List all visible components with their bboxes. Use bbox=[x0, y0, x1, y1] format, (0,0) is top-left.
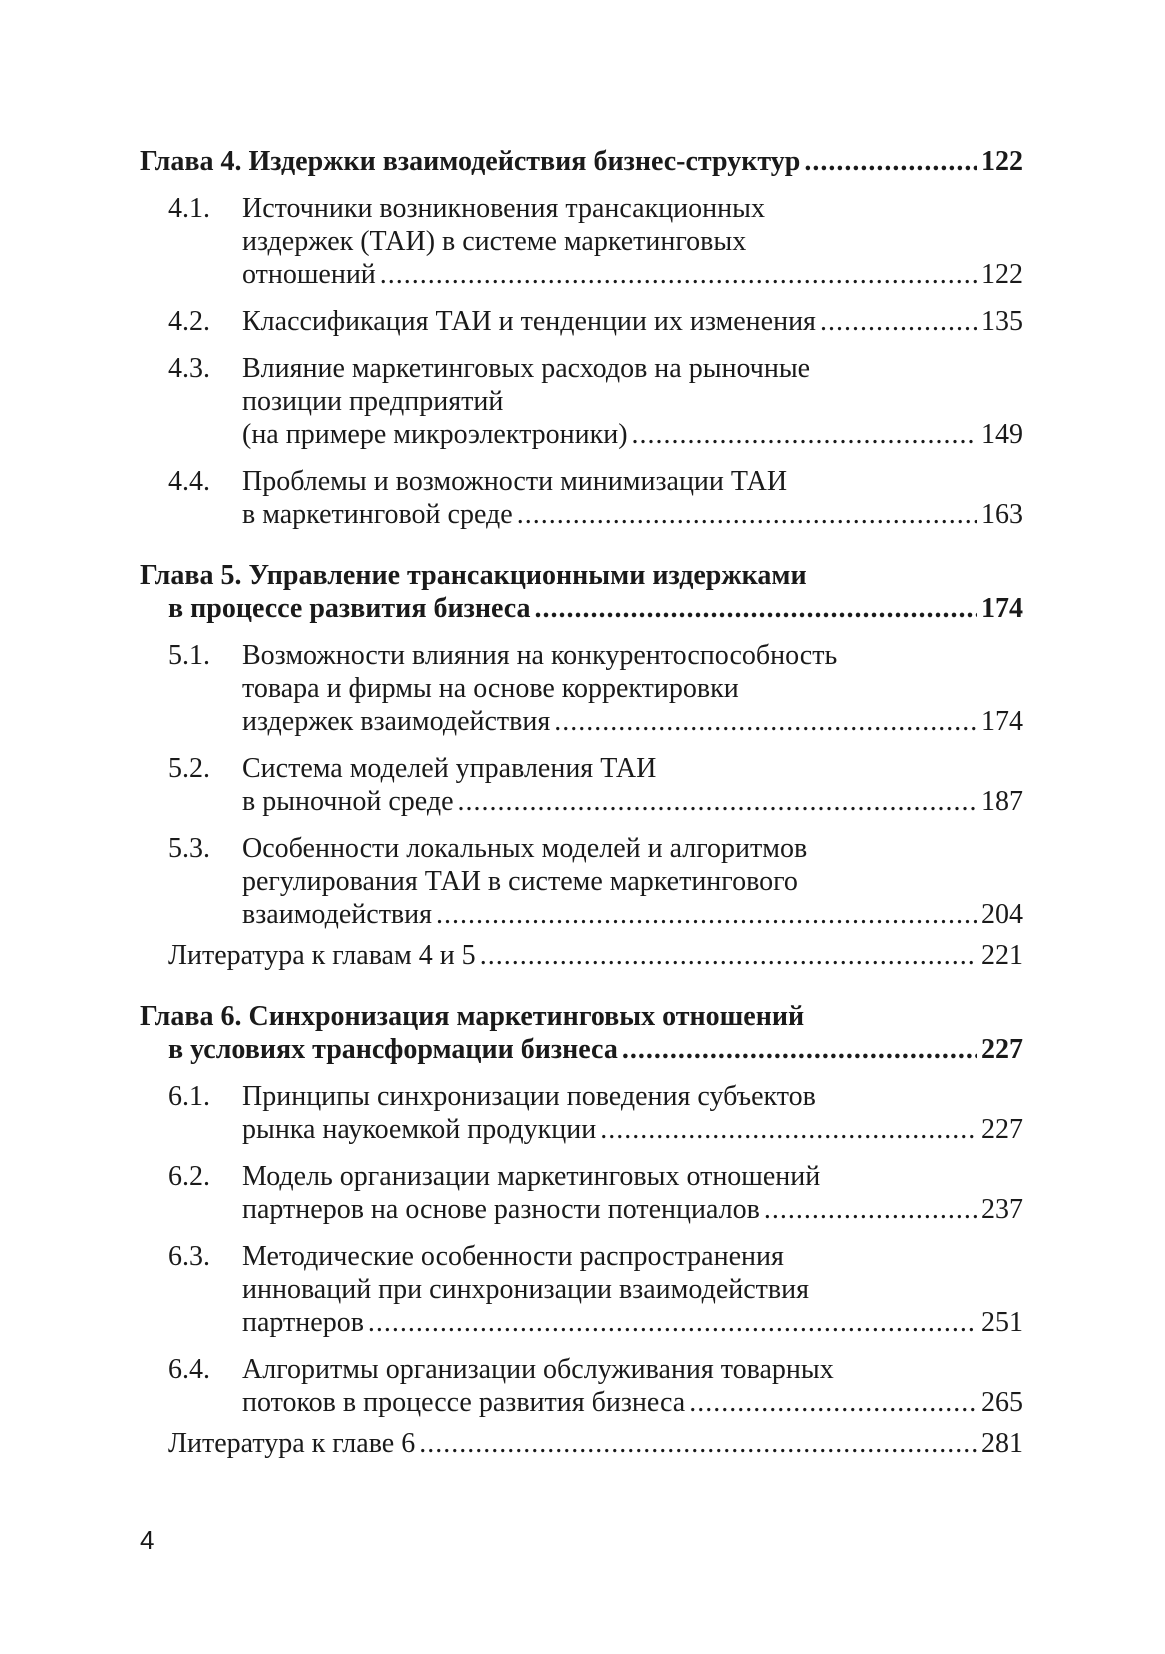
toc-title: позиции предприятий bbox=[242, 386, 504, 417]
toc-title: в процессе развития бизнеса bbox=[168, 593, 531, 624]
toc-title: Особенности локальных моделей и алгоритмов bbox=[242, 833, 808, 864]
toc-title: в маркетинговой среде bbox=[242, 499, 513, 530]
dot-leader bbox=[820, 305, 977, 338]
toc-chapter-4[interactable] bbox=[140, 145, 1023, 178]
toc-page-number: 187 bbox=[981, 786, 1023, 817]
dot-leader bbox=[622, 1033, 977, 1066]
toc-title: Проблемы и возможности минимизации ТАИ bbox=[242, 466, 788, 497]
toc-title: Глава 4. Издержки взаимодействия бизнес-структур bbox=[140, 146, 801, 177]
toc-title: Глава 5. Управление трансакционными издержками bbox=[140, 560, 807, 591]
toc-page-number: 122 bbox=[981, 259, 1023, 290]
dot-leader bbox=[632, 418, 977, 451]
toc-title: партнеров bbox=[242, 1307, 364, 1338]
toc-page-number: 149 bbox=[981, 419, 1023, 450]
toc-section-4-3[interactable] bbox=[140, 352, 1023, 451]
toc-page-number: 174 bbox=[981, 593, 1023, 624]
toc-section-4-4[interactable] bbox=[140, 465, 1023, 531]
toc-section-number: 4.4. bbox=[168, 466, 210, 497]
toc-title: Модель организации маркетинговых отношений bbox=[242, 1161, 821, 1192]
toc-page-number: 237 bbox=[981, 1194, 1023, 1225]
toc-section-6-3[interactable] bbox=[140, 1240, 1023, 1339]
dot-leader bbox=[480, 939, 977, 972]
toc-line bbox=[242, 498, 1023, 531]
toc-line bbox=[242, 1306, 1023, 1339]
toc-page-number: 221 bbox=[981, 940, 1023, 971]
toc-title: Принципы синхронизации поведения субъектов bbox=[242, 1081, 816, 1112]
dot-leader bbox=[458, 785, 977, 818]
toc-title: в рыночной среде bbox=[242, 786, 454, 817]
dot-leader bbox=[764, 1193, 977, 1226]
toc-line bbox=[242, 785, 1023, 818]
dot-leader bbox=[689, 1386, 977, 1419]
toc-line bbox=[168, 939, 1023, 972]
toc-title: Методические особенности распространения bbox=[242, 1241, 784, 1272]
toc-literature-ch6[interactable] bbox=[140, 1427, 1023, 1460]
toc-page-number: 227 bbox=[981, 1034, 1023, 1065]
toc-title: издержек взаимодействия bbox=[242, 706, 551, 737]
toc-chapter-6[interactable] bbox=[140, 1000, 1023, 1066]
dot-leader bbox=[436, 898, 977, 931]
toc-page-number: 227 bbox=[981, 1114, 1023, 1145]
toc-title: товара и фирмы на основе корректировки bbox=[242, 673, 739, 704]
toc-section-6-4[interactable] bbox=[140, 1353, 1023, 1419]
toc-section-number: 4.3. bbox=[168, 353, 210, 384]
toc-line bbox=[242, 898, 1023, 931]
toc-section-5-1[interactable] bbox=[140, 639, 1023, 738]
toc-title: издержек (ТАИ) в системе маркетинговых bbox=[242, 226, 747, 257]
toc-title: Влияние маркетинговых расходов на рыночные bbox=[242, 353, 811, 384]
toc-title: Глава 6. Синхронизация маркетинговых отношений bbox=[140, 1001, 805, 1032]
footer-page-number: 4 bbox=[140, 1525, 155, 1555]
toc-section-5-2[interactable] bbox=[140, 752, 1023, 818]
toc-section-number: 5.3. bbox=[168, 833, 210, 864]
toc-section-4-2[interactable] bbox=[140, 305, 1023, 338]
toc-title: регулирования ТАИ в системе маркетингового bbox=[242, 866, 798, 897]
toc-page-number: 163 bbox=[981, 499, 1023, 530]
toc-title: Система моделей управления ТАИ bbox=[242, 753, 657, 784]
dot-leader bbox=[380, 258, 977, 291]
toc-title: (на примере микроэлектроники) bbox=[242, 419, 628, 450]
toc-page-number: 251 bbox=[981, 1307, 1023, 1338]
dot-leader bbox=[554, 705, 977, 738]
toc-title: Алгоритмы организации обслуживания товарных bbox=[242, 1354, 834, 1385]
toc-title: Литература к главе 6 bbox=[168, 1428, 416, 1459]
toc-literature-ch4-5[interactable] bbox=[140, 939, 1023, 972]
toc-title: рынка наукоемкой продукции bbox=[242, 1114, 597, 1145]
toc-title: потоков в процессе развития бизнеса bbox=[242, 1387, 686, 1418]
toc-line bbox=[242, 305, 1023, 338]
toc-line bbox=[140, 592, 1023, 625]
toc-page-number: 281 bbox=[981, 1428, 1023, 1459]
toc-line bbox=[168, 1427, 1023, 1460]
toc-title: в условиях трансформации бизнеса bbox=[168, 1034, 618, 1065]
dot-leader bbox=[517, 498, 977, 531]
dot-leader bbox=[804, 145, 977, 178]
toc-page-number: 174 bbox=[981, 706, 1023, 737]
toc-title: взаимодействия bbox=[242, 899, 433, 930]
toc-section-number: 4.1. bbox=[168, 193, 210, 224]
dot-leader bbox=[535, 592, 977, 625]
toc-chapter-5[interactable] bbox=[140, 559, 1023, 625]
toc-page-number: 135 bbox=[981, 306, 1023, 337]
toc-section-number: 4.2. bbox=[168, 306, 210, 337]
toc-line bbox=[242, 418, 1023, 451]
toc-line bbox=[140, 145, 1023, 178]
toc-line bbox=[242, 705, 1023, 738]
toc-line bbox=[140, 1033, 1023, 1066]
toc-title: Литература к главам 4 и 5 bbox=[168, 940, 476, 971]
toc-section-number: 6.1. bbox=[168, 1081, 210, 1112]
toc-section-number: 5.1. bbox=[168, 640, 210, 671]
toc-line bbox=[242, 258, 1023, 291]
dot-leader bbox=[419, 1427, 977, 1460]
toc-title: Возможности влияния на конкурентоспособность bbox=[242, 640, 838, 671]
toc-section-number: 6.2. bbox=[168, 1161, 210, 1192]
toc-title: Источники возникновения трансакционных bbox=[242, 193, 765, 224]
toc-line bbox=[242, 1113, 1023, 1146]
toc-title: партнеров на основе разности потенциалов bbox=[242, 1194, 760, 1225]
toc-page-number: 204 bbox=[981, 899, 1023, 930]
dot-leader bbox=[368, 1306, 977, 1339]
toc-section-4-1[interactable] bbox=[140, 192, 1023, 291]
toc-title: отношений bbox=[242, 259, 376, 290]
toc-section-number: 6.3. bbox=[168, 1241, 210, 1272]
toc-section-6-2[interactable] bbox=[140, 1160, 1023, 1226]
toc-line bbox=[242, 1386, 1023, 1419]
toc-title: Классификация ТАИ и тенденции их изменения bbox=[242, 306, 816, 337]
toc-title: инноваций при синхронизации взаимодействия bbox=[242, 1274, 809, 1305]
toc-section-number: 6.4. bbox=[168, 1354, 210, 1385]
toc-section-5-3[interactable] bbox=[140, 832, 1023, 931]
toc-page-number: 265 bbox=[981, 1387, 1023, 1418]
toc-page-number: 122 bbox=[981, 146, 1023, 177]
table-of-contents bbox=[140, 145, 1023, 1460]
toc-section-6-1[interactable] bbox=[140, 1080, 1023, 1146]
toc-section-number: 5.2. bbox=[168, 753, 210, 784]
dot-leader bbox=[600, 1113, 977, 1146]
toc-line bbox=[242, 1193, 1023, 1226]
